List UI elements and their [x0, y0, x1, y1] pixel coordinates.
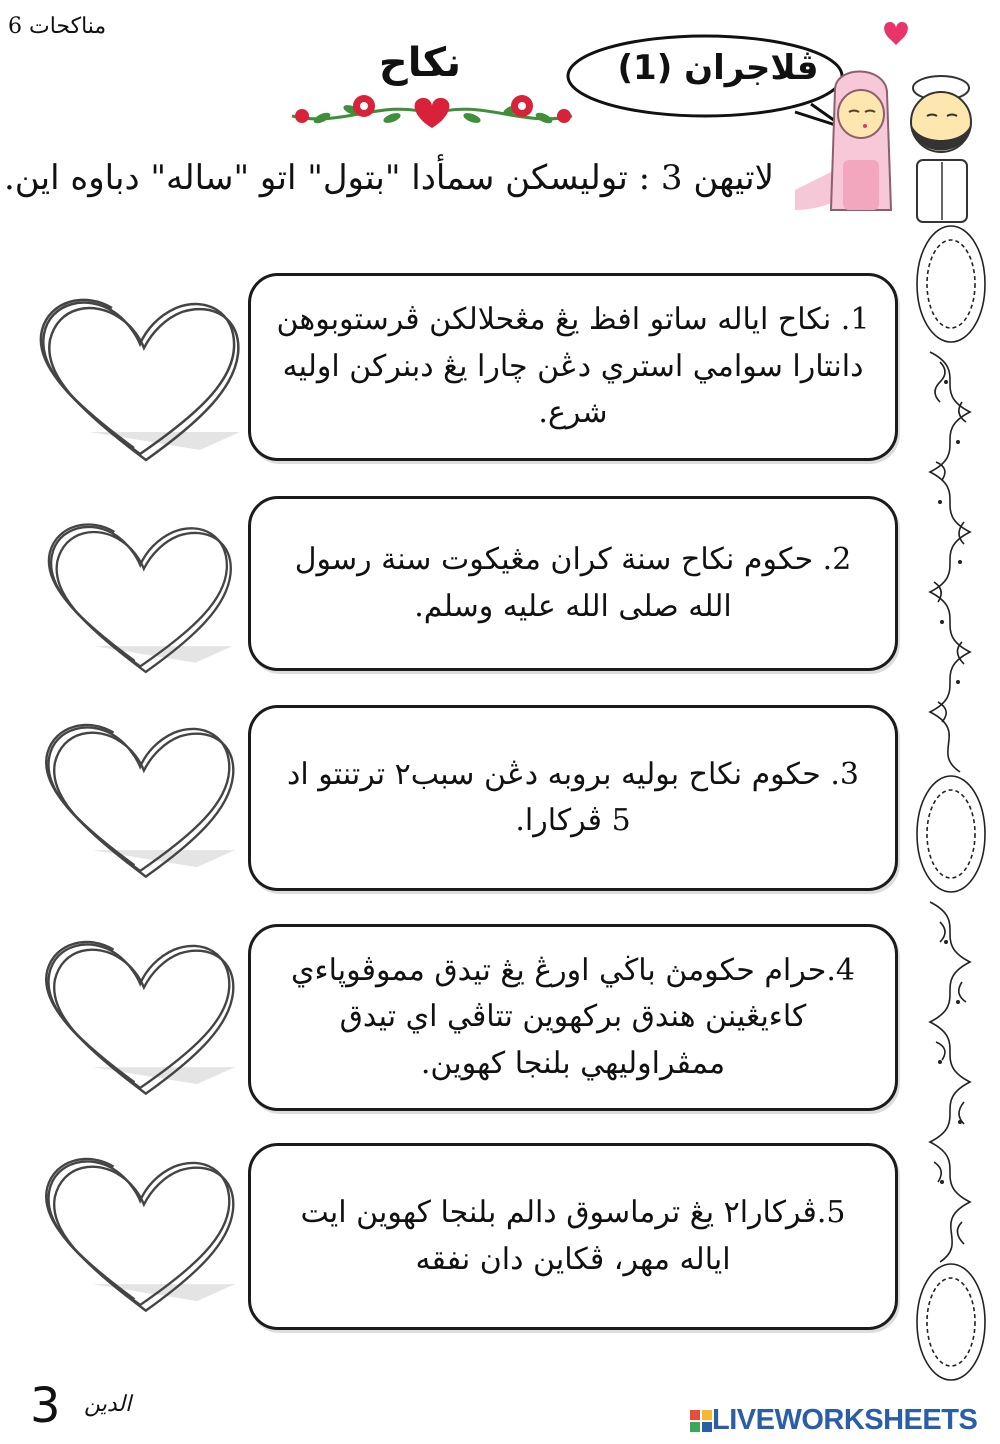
lesson-label: ڤلاجران (1): [617, 48, 819, 88]
statement-card-1: [248, 273, 898, 461]
liveworksheets-logo[interactable]: [690, 1404, 977, 1437]
answer-heart-2[interactable]: [30, 508, 255, 683]
answer-heart-3[interactable]: [30, 708, 255, 888]
statement-card-4: [248, 924, 898, 1111]
statement-text-3: 3. حكوم نكاح بوليه بروبه دڠن سبب٢ ترتنتو اد 5 ڤركارا.: [287, 756, 859, 838]
statement-text-4: 4.حرام حكومڽ باڬي اورڠ يڠ تيدق مموڤوڽاءي كاءيڠينن هندق بركهوين تتاڤي اي تيدق ممڤراوليهي بلنجا كهوين.: [291, 952, 855, 1081]
statement-text-2: 2. حكوم نكاح سنة كران مڠيكوت سنة رسول الله صلى الله عليه وسلم.: [294, 542, 852, 624]
answer-heart-5[interactable]: [30, 1142, 255, 1322]
page-number: 3: [30, 1378, 61, 1434]
statement-card-5: [248, 1143, 898, 1330]
calligraphy-strip-icon: [910, 222, 992, 1392]
logo-text: LIVEWORKSHEETS: [712, 1404, 978, 1436]
answer-heart-4[interactable]: [30, 925, 255, 1105]
statement-card-3: [248, 705, 898, 891]
statement-text-1: 1. نكاح اياله ساتو افظ يڠ مڠحلالكن ڤرستوبوهن دانتارا سوامي استري دڠن چارا يڠ دبنركن اوليه شرع.: [276, 302, 870, 431]
corner-label: مناكحات 6: [8, 14, 107, 39]
liveworksheets-logo-icon: [690, 1410, 712, 1432]
subject-label: الدين: [84, 1392, 132, 1417]
statement-card-2: [248, 496, 898, 671]
page-title: نكاح: [378, 40, 462, 86]
answer-heart-1[interactable]: [30, 282, 255, 472]
floral-ornament-icon: [282, 88, 582, 136]
couple-illustration-icon: [795, 10, 995, 225]
statement-text-5: 5.ڤركارا٢ يڠ ترماسوق دالم بلنجا كهوين ايت اياله مهر، ڤكاين دان نفقه: [300, 1195, 846, 1277]
instruction-text: لاتيهن 3 : توليسكن سمأدا "بتول" اتو "ساله" دباوه اين.: [3, 158, 774, 198]
